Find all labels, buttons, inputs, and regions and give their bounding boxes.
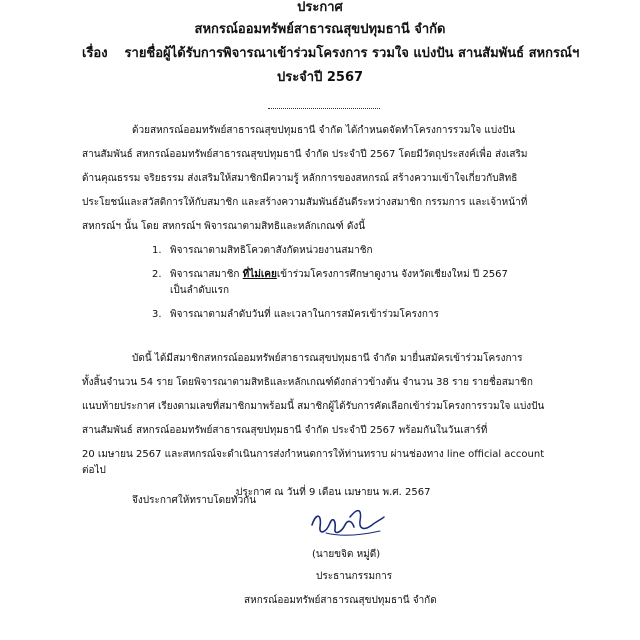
list-text-pre: พิจารณาสมาชิก (170, 269, 243, 280)
list-text-post: เข้าร่วมโครงการศึกษาดูงาน จังหวัดเชียงใหม่ ปี 2567 (276, 269, 508, 280)
criteria-item-3 (152, 308, 439, 322)
announcement-heading: ประกาศ (297, 0, 343, 15)
paragraph2-line: ต่อไป (82, 465, 106, 476)
paragraph2-line: แนบท้ายประกาศ เรียงตามเลขที่สมาชิกมาพร้อมนี้ สมาชิกผู้ได้รับการคัดเลือกเข้าร่วมโครงการรวมใจ แบ่งปัน (82, 401, 545, 412)
list-number: 1. (152, 245, 162, 256)
date-line: ประกาศ ณ วันที่ 9 เดือน เมษายน พ.ศ. 2567 (236, 487, 431, 498)
paragraph2-line: สานสัมพันธ์ สหกรณ์ออมทรัพย์สาธารณสุขปทุมธานี จำกัด ประจำปี 2567 พร้อมกันในวันเสาร์ที่ (82, 425, 488, 436)
criteria-item-2-continuation: เป็นลำดับแรก (170, 285, 230, 296)
paragraph1-line: ประโยชน์และสวัสดิการให้กับสมาชิก และสร้างความสัมพันธ์อันดีระหว่างสมาชิก กรรมการ และเจ้าหน้าที่ (82, 197, 528, 208)
closing-statement: จึงประกาศให้ทราบโดยทั่วกัน (132, 495, 257, 506)
paragraph1-line: ด้านคุณธรรม จริยธรรม ส่งเสริมให้สมาชิกมีความรู้ หลักการของสหกรณ์ สร้างความเข้าใจเกี่ยวกับสิทธิ (82, 173, 518, 184)
subject-line (82, 46, 579, 62)
organization-name: สหกรณ์ออมทรัพย์สาธารณสุขปทุมธานี จำกัด (194, 22, 446, 37)
handwritten-signature (306, 503, 386, 543)
paragraph2-line: ทั้งสิ้นจำนวน 54 ราย โดยพิจารณาตามสิทธิและหลักเกณฑ์ดังกล่าวข้างต้น จำนวน 38 ราย รายชื่อสมาชิก (82, 377, 533, 388)
list-text: พิจารณาตามสิทธิโควตาสังกัดหน่วยงานสมาชิก (170, 245, 373, 256)
signer-title: ประธานกรรมการ (316, 571, 393, 582)
list-text-emphasis: ที่ไม่เคย (242, 269, 277, 280)
list-number: 3. (152, 309, 162, 320)
subject-text: รายชื่อผู้ได้รับการพิจารณาเข้าร่วมโครงการ รวมใจ แบ่งปัน สานสัมพันธ์ สหกรณ์ฯ (124, 46, 580, 61)
criteria-item-2 (152, 268, 508, 282)
dotted-divider (268, 108, 380, 109)
paragraph1-line: สานสัมพันธ์ สหกรณ์ออมทรัพย์สาธารณสุขปทุมธานี จำกัด ประจำปี 2567 โดยมีวัตถุประสงค์เพื่อ ส่งเสริม (82, 149, 528, 160)
paragraph1-line: สหกรณ์ฯ นั้น โดย สหกรณ์ฯ พิจารณาตามสิทธิและหลักเกณฑ์ ดังนี้ (82, 221, 366, 232)
signer-organization: สหกรณ์ออมทรัพย์สาธารณสุขปทุมธานี จำกัด (244, 595, 437, 606)
subject-label: เรื่อง (82, 46, 108, 61)
paragraph2-line: บัดนี้ ได้มีสมาชิกสหกรณ์ออมทรัพย์สาธารณสุขปทุมธานี จำกัด มายื่นสมัครเข้าร่วมโครงการ (132, 353, 523, 364)
paragraph1-line: ด้วยสหกรณ์ออมทรัพย์สาธารณสุขปทุมธานี จำกัด ได้กำหนดจัดทำโครงการรวมใจ แบ่งปัน (132, 125, 516, 136)
criteria-item-1 (152, 244, 373, 258)
paragraph2-line: 20 เมษายน 2567 และสหกรณ์จะดำเนินการส่งกำหนดการให้ท่านทราบ ผ่านช่องทาง line official account (82, 449, 545, 460)
list-text: พิจารณาตามลำดับวันที่ และเวลาในการสมัครเข้าร่วมโครงการ (170, 309, 439, 320)
year-line: ประจำปี 2567 (276, 70, 364, 85)
signer-name: (นายขจิต หมู่ดี) (312, 549, 381, 560)
list-number: 2. (152, 269, 162, 280)
